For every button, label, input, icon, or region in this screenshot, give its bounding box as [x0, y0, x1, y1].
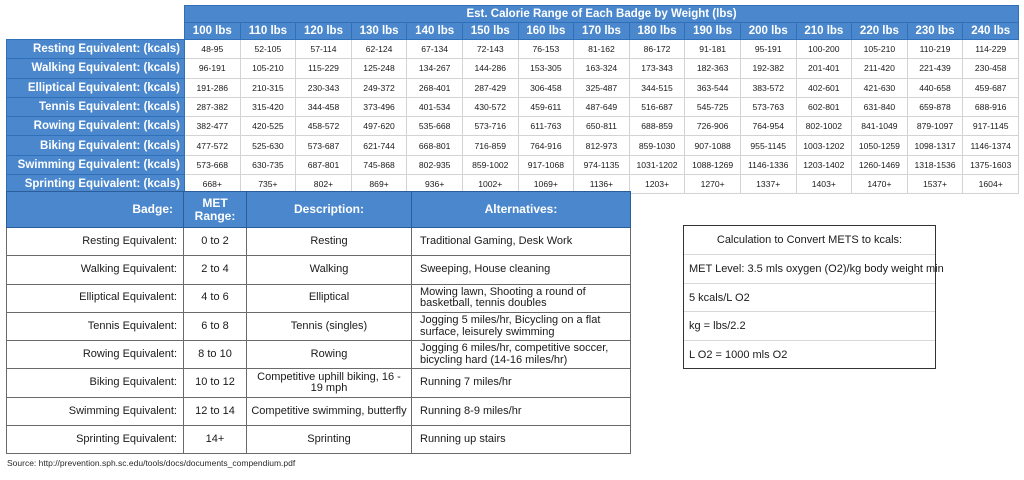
- kcal-range-cell: 153-305: [518, 59, 574, 78]
- kcal-range-cell: 325-487: [574, 78, 630, 97]
- alternatives-column-header: Alternatives:: [412, 192, 631, 228]
- table-row: [7, 284, 631, 312]
- kcal-range-cell: 1003-1202: [796, 136, 852, 155]
- kcal-range-cell: 268-401: [407, 78, 463, 97]
- kcal-range-cell: 440-658: [907, 78, 963, 97]
- kcal-range-cell: 96-191: [185, 59, 241, 78]
- kcal-range-cell: 402-601: [796, 78, 852, 97]
- badge-name-cell: Sprinting Equivalent:: [7, 426, 184, 454]
- kcal-range-cell: 1470+: [852, 175, 908, 194]
- kcal-range-cell: 659-878: [907, 97, 963, 116]
- badge-name-cell: Walking Equivalent:: [7, 256, 184, 284]
- table-row: [7, 78, 1019, 97]
- kcal-range-cell: 907-1088: [685, 136, 741, 155]
- alternatives-cell: Jogging 6 miles/hr, competitive soccer, bicycling hard (14-16 miles/hr): [412, 341, 631, 369]
- kcal-range-cell: 1375-1603: [963, 155, 1019, 174]
- kcal-range-cell: 630-735: [240, 155, 296, 174]
- alternatives-cell: Jogging 5 miles/hr, Bicycling on a flat surface, leisurely swimming: [412, 312, 631, 340]
- kcal-range-cell: 211-420: [852, 59, 908, 78]
- badge-row-label: Resting Equivalent: (kcals): [7, 40, 185, 59]
- kcal-range-cell: 201-401: [796, 59, 852, 78]
- kcal-range-cell: 687-801: [296, 155, 352, 174]
- table-corner: [7, 23, 185, 40]
- badge-row-label: Swimming Equivalent: (kcals): [7, 155, 185, 174]
- conversion-line: L O2 = 1000 mls O2: [689, 349, 788, 362]
- badge-row-label: Walking Equivalent: (kcals): [7, 59, 185, 78]
- kcal-range-cell: 764-954: [740, 117, 796, 136]
- kcal-range-cell: 401-534: [407, 97, 463, 116]
- kcal-range-cell: 459-611: [518, 97, 574, 116]
- kcal-range-cell: 230-458: [963, 59, 1019, 78]
- alternatives-cell: Traditional Gaming, Desk Work: [412, 228, 631, 256]
- kcal-range-cell: 668+: [185, 175, 241, 194]
- kcal-range-cell: 114-229: [963, 40, 1019, 59]
- kcal-range-cell: 383-572: [740, 78, 796, 97]
- badge-name-cell: Rowing Equivalent:: [7, 341, 184, 369]
- badge-column-header: Badge:: [7, 192, 184, 228]
- kcal-range-cell: 191-286: [185, 78, 241, 97]
- weight-column-header: 180 lbs: [629, 23, 685, 40]
- description-cell: Elliptical: [247, 284, 412, 312]
- kcal-range-cell: 62-124: [351, 40, 407, 59]
- kcal-range-cell: 105-210: [852, 40, 908, 59]
- weight-column-header: 200 lbs: [740, 23, 796, 40]
- weight-column-header: 210 lbs: [796, 23, 852, 40]
- table-row: [7, 136, 1019, 155]
- kcal-range-cell: 1203+: [629, 175, 685, 194]
- kcal-range-cell: 621-744: [351, 136, 407, 155]
- table-row: [7, 228, 631, 256]
- table-corner: [7, 6, 185, 23]
- kcal-range-cell: 1050-1259: [852, 136, 908, 155]
- kcal-range-cell: 344-458: [296, 97, 352, 116]
- kcal-range-cell: 525-630: [240, 136, 296, 155]
- table-row: [7, 341, 631, 369]
- weight-column-header: 130 lbs: [351, 23, 407, 40]
- kcal-range-cell: 802-935: [407, 155, 463, 174]
- weight-column-header: 160 lbs: [518, 23, 574, 40]
- kcal-range-cell: 535-668: [407, 117, 463, 136]
- kcal-range-cell: 573-668: [185, 155, 241, 174]
- kcal-range-cell: 688-916: [963, 97, 1019, 116]
- table-row: [7, 155, 1019, 174]
- badge-name-cell: Elliptical Equivalent:: [7, 284, 184, 312]
- weight-column-header: 240 lbs: [963, 23, 1019, 40]
- met-range-cell: 6 to 8: [184, 312, 247, 340]
- kcal-range-cell: 1088-1269: [685, 155, 741, 174]
- kcal-range-cell: 1069+: [518, 175, 574, 194]
- kcal-range-cell: 1002+: [462, 175, 518, 194]
- kcal-range-cell: 802-1002: [796, 117, 852, 136]
- badge-name-cell: Swimming Equivalent:: [7, 397, 184, 425]
- badge-row-label: Biking Equivalent: (kcals): [7, 136, 185, 155]
- badge-table: [6, 191, 631, 454]
- calorie-range-table: [6, 5, 1019, 194]
- kcal-range-cell: 745-868: [351, 155, 407, 174]
- kcal-range-cell: 163-324: [574, 59, 630, 78]
- kcal-range-cell: 1270+: [685, 175, 741, 194]
- kcal-range-cell: 726-906: [685, 117, 741, 136]
- kcal-range-cell: 76-153: [518, 40, 574, 59]
- kcal-range-cell: 173-343: [629, 59, 685, 78]
- kcal-range-cell: 221-439: [907, 59, 963, 78]
- kcal-range-cell: 230-343: [296, 78, 352, 97]
- kcal-range-cell: 974-1135: [574, 155, 630, 174]
- met-range-cell: 2 to 4: [184, 256, 247, 284]
- kcal-range-cell: 420-525: [240, 117, 296, 136]
- kcal-range-cell: 917-1068: [518, 155, 574, 174]
- met-range-cell: 14+: [184, 426, 247, 454]
- description-cell: Walking: [247, 256, 412, 284]
- kcal-range-cell: 57-114: [296, 40, 352, 59]
- kcal-range-cell: 52-105: [240, 40, 296, 59]
- kcal-range-cell: 192-382: [740, 59, 796, 78]
- kcal-range-cell: 91-181: [685, 40, 741, 59]
- description-cell: Rowing: [247, 341, 412, 369]
- kcal-range-cell: 487-649: [574, 97, 630, 116]
- kcal-range-cell: 841-1049: [852, 117, 908, 136]
- kcal-range-cell: 1537+: [907, 175, 963, 194]
- kcal-range-cell: 1318-1536: [907, 155, 963, 174]
- calorie-title-row: [7, 6, 1019, 23]
- met-range-cell: 4 to 6: [184, 284, 247, 312]
- kcal-range-cell: 812-973: [574, 136, 630, 155]
- kcal-range-cell: 287-382: [185, 97, 241, 116]
- kcal-range-cell: 105-210: [240, 59, 296, 78]
- kcal-range-cell: 1203-1402: [796, 155, 852, 174]
- kcal-range-cell: 573-687: [296, 136, 352, 155]
- kcal-range-cell: 1146-1336: [740, 155, 796, 174]
- kcal-range-cell: 497-620: [351, 117, 407, 136]
- met-range-column-header: MET Range:: [184, 192, 247, 228]
- badge-name-cell: Resting Equivalent:: [7, 228, 184, 256]
- weight-header-row: [7, 23, 1019, 40]
- badge-table-header-row: [7, 192, 631, 228]
- met-range-cell: 8 to 10: [184, 341, 247, 369]
- kcal-range-cell: 421-630: [852, 78, 908, 97]
- alternatives-cell: Running 7 miles/hr: [412, 369, 631, 397]
- weight-column-header: 230 lbs: [907, 23, 963, 40]
- kcal-range-cell: 477-572: [185, 136, 241, 155]
- badge-row-label: Tennis Equivalent: (kcals): [7, 97, 185, 116]
- kcal-range-cell: 287-429: [462, 78, 518, 97]
- source-citation: Source: http://prevention.sph.sc.edu/tools/docs/documents_compendium.pdf: [7, 458, 296, 468]
- kcal-range-cell: 1337+: [740, 175, 796, 194]
- alternatives-cell: Running 8-9 miles/hr: [412, 397, 631, 425]
- kcal-range-cell: 802+: [296, 175, 352, 194]
- kcal-range-cell: 182-363: [685, 59, 741, 78]
- met-range-cell: 12 to 14: [184, 397, 247, 425]
- kcal-range-cell: 110-219: [907, 40, 963, 59]
- kcal-range-cell: 1260-1469: [852, 155, 908, 174]
- conversion-line: MET Level: 3.5 mls oxygen (O2)/kg body weight min: [684, 255, 935, 284]
- table-row: [7, 312, 631, 340]
- kcal-range-cell: 315-420: [240, 97, 296, 116]
- conversion-title: Calculation to Convert METS to kcals:: [684, 226, 935, 255]
- met-range-cell: 10 to 12: [184, 369, 247, 397]
- kcal-range-cell: 363-544: [685, 78, 741, 97]
- kcal-range-cell: 631-840: [852, 97, 908, 116]
- weight-column-header: 110 lbs: [240, 23, 296, 40]
- kcal-range-cell: 382-477: [185, 117, 241, 136]
- kcal-range-cell: 373-496: [351, 97, 407, 116]
- description-column-header: Description:: [247, 192, 412, 228]
- kcal-range-cell: 67-134: [407, 40, 463, 59]
- kcal-range-cell: 859-1002: [462, 155, 518, 174]
- kcal-range-cell: 1136+: [574, 175, 630, 194]
- kcal-range-cell: 115-229: [296, 59, 352, 78]
- table-row: [7, 256, 631, 284]
- weight-column-header: 190 lbs: [685, 23, 741, 40]
- description-cell: Competitive uphill biking, 16 - 19 mph: [247, 369, 412, 397]
- table-row: [7, 117, 1019, 136]
- badge-row-label: Sprinting Equivalent: (kcals): [7, 175, 185, 194]
- mets-conversion-box: [683, 225, 944, 369]
- kcal-range-cell: 879-1097: [907, 117, 963, 136]
- description-cell: Competitive swimming, butterfly: [247, 397, 412, 425]
- kcal-range-cell: 125-248: [351, 59, 407, 78]
- kcal-range-cell: 210-315: [240, 78, 296, 97]
- kcal-range-cell: 764-916: [518, 136, 574, 155]
- kcal-range-cell: 430-572: [462, 97, 518, 116]
- badge-table-body: [7, 228, 631, 454]
- kcal-range-cell: 668-801: [407, 136, 463, 155]
- table-row: [7, 59, 1019, 78]
- kcal-range-cell: 81-162: [574, 40, 630, 59]
- kcal-range-cell: 955-1145: [740, 136, 796, 155]
- kcal-range-cell: 1098-1317: [907, 136, 963, 155]
- kcal-range-cell: 344-515: [629, 78, 685, 97]
- badge-row-label: Rowing Equivalent: (kcals): [7, 117, 185, 136]
- description-cell: Tennis (singles): [247, 312, 412, 340]
- kcal-range-cell: 459-687: [963, 78, 1019, 97]
- kcal-range-cell: 86-172: [629, 40, 685, 59]
- kcal-range-cell: 100-200: [796, 40, 852, 59]
- badge-row-label: Elliptical Equivalent: (kcals): [7, 78, 185, 97]
- kcal-range-cell: 516-687: [629, 97, 685, 116]
- met-range-cell: 0 to 2: [184, 228, 247, 256]
- kcal-range-cell: 716-859: [462, 136, 518, 155]
- kcal-range-cell: 1031-1202: [629, 155, 685, 174]
- description-cell: Resting: [247, 228, 412, 256]
- weight-column-header: 150 lbs: [462, 23, 518, 40]
- weight-column-header: 120 lbs: [296, 23, 352, 40]
- badge-name-cell: Tennis Equivalent:: [7, 312, 184, 340]
- badge-name-cell: Biking Equivalent:: [7, 369, 184, 397]
- kcal-range-cell: 573-763: [740, 97, 796, 116]
- weight-column-header: 220 lbs: [852, 23, 908, 40]
- kcal-range-cell: 458-572: [296, 117, 352, 136]
- table-row: [7, 97, 1019, 116]
- kcal-range-cell: 869+: [351, 175, 407, 194]
- table-row: [7, 40, 1019, 59]
- kcal-range-cell: 1146-1374: [963, 136, 1019, 155]
- kcal-range-cell: 611-763: [518, 117, 574, 136]
- kcal-range-cell: 602-801: [796, 97, 852, 116]
- alternatives-cell: Sweeping, House cleaning: [412, 256, 631, 284]
- kcal-range-cell: 1403+: [796, 175, 852, 194]
- weight-column-header: 100 lbs: [185, 23, 241, 40]
- calorie-table-body: [7, 40, 1019, 194]
- kcal-range-cell: 735+: [240, 175, 296, 194]
- conversion-line: 5 kcals/L O2: [684, 284, 935, 313]
- kcal-range-cell: 859-1030: [629, 136, 685, 155]
- table-row: [7, 426, 631, 454]
- kcal-range-cell: 917-1145: [963, 117, 1019, 136]
- weight-column-header: 140 lbs: [407, 23, 463, 40]
- weight-column-header: 170 lbs: [574, 23, 630, 40]
- alternatives-cell: Mowing lawn, Shooting a round of basketball, tennis doubles: [412, 284, 631, 312]
- kcal-range-cell: 306-458: [518, 78, 574, 97]
- kcal-range-cell: 573-716: [462, 117, 518, 136]
- kcal-range-cell: 72-143: [462, 40, 518, 59]
- kcal-range-cell: 249-372: [351, 78, 407, 97]
- alternatives-cell: Running up stairs: [412, 426, 631, 454]
- conversion-line: kg = lbs/2.2: [684, 312, 935, 341]
- kcal-range-cell: 134-267: [407, 59, 463, 78]
- table-row: [7, 369, 631, 397]
- table-row: [7, 397, 631, 425]
- kcal-range-cell: 650-811: [574, 117, 630, 136]
- calorie-table-title: Est. Calorie Range of Each Badge by Weight (lbs): [185, 6, 1019, 23]
- kcal-range-cell: 95-191: [740, 40, 796, 59]
- kcal-range-cell: 48-95: [185, 40, 241, 59]
- kcal-range-cell: 144-286: [462, 59, 518, 78]
- kcal-range-cell: 936+: [407, 175, 463, 194]
- kcal-range-cell: 545-725: [685, 97, 741, 116]
- description-cell: Sprinting: [247, 426, 412, 454]
- kcal-range-cell: 688-859: [629, 117, 685, 136]
- kcal-range-cell: 1604+: [963, 175, 1019, 194]
